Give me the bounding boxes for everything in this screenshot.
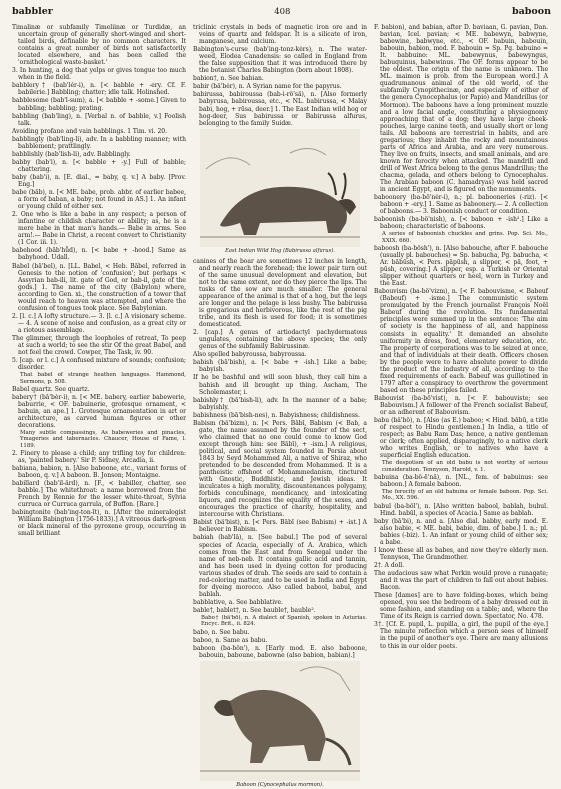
dictionary-entry: babblingly (bab'ling-li), adv. In a babbling manner; with babblement; prattlingly. (12, 135, 186, 150)
dictionary-entry: babehood (bāb'hůd), n. [< babe + -hood.] Same as babyhood. Udall. (12, 247, 186, 262)
column-middle (193, 24, 367, 788)
dictionary-entry: These [dames] are to have folding-boxes, which being opened, you see the bedroom of a baby dressed out in some fashion, and standing on a table; and, where the Time of its Reign is carried down. Spectator, No. 478. (374, 592, 548, 621)
dictionary-entry: Babo† (bä'bō), n. A dialect of Spanish, spoken in Asturias. Encyc. Brit., ii. 824. (201, 615, 367, 628)
dictionary-entry: baboonery (ba-bö'nėr-i), n.; pl. babooneries (-riz). [< baboon + -ery.] 1. Same as baboonery.— 2. A collection of baboons.— 3. Baboonish conduct or condition. (374, 194, 548, 216)
dictionary-entry: babblative, a. See babblative. (193, 598, 283, 606)
dictionary-entry: Babist (bä'bist), n. [< Pers. Bābī (see Babism) + -ist.] A believer in Babism. (193, 519, 367, 534)
dictionary-entry: triclinic crystals in beds of magnetic iron ore and in veins of quartz and feldspar. It is a silicate of iron, manganese, and calcium. (193, 24, 367, 46)
dictionary-entry: Avoiding profane and vain babblings. 1 Tim. vi. 20. (12, 127, 168, 135)
baboon-figure (193, 661, 367, 789)
dictionary-entry: If he be bashful and will soon blush, they call him a babish and ill brought up thing. Ascham, The Scholemaster, i. (193, 374, 367, 396)
wild-hog-figure (193, 129, 367, 255)
dictionary-entry: 2†. A doll. (374, 562, 405, 570)
dictionary-entry: babir (bä'bėr), n. A Syrian name for the papyrus. (193, 83, 342, 91)
dictionary-entry: bable†, bablet†, n. See bauble†, bauble². (193, 606, 316, 614)
dictionary-entry: canines of the boar are sometimes 12 inches in length, and nearly reach the forehead; the lower pair turn out of the same unusual development and elevation, but not to the same extent, nor do they pierce the lips. The tusks of the sow are much smaller. The general appearance of the animal is that of a hog, but the legs are longer and the pelage is less bushy. The babirussa is gregarious and herbivorous, like the rest of the pig tribe, and its flesh is used for food; it is sometimes domesticated. (193, 257, 367, 329)
dictionary-entry: baboonish (ba-bö'nish), a. [< baboon + -ish².] Like a baboon; characteristic of baboons. (374, 216, 548, 231)
dictionary-entry: 2. One who is like a babe in any respect; a person of infantine or childish character or ability; as, he is a mere babe in that man's hands.— Babe in arms. See arm!.— Babe in Christ, a recent convert to Christianity (1 Cor. iii. 1). (12, 211, 186, 247)
page-header (12, 6, 551, 20)
dictionary-entry: baby (bā'bi), n. and a. [Also dial. babby, early mod. E. also babie, < ME. babi, babie, dim. of babe.] I. n.; pl. babies (-biz). 1. An infant or young child of either sex; a babe. (374, 517, 548, 546)
wild-hog-illustration (200, 129, 360, 247)
dictionary-entry: baby (bab'i), n. [E. dial., = baby, q. v.] A baby. [Prov. Eng.] (12, 173, 186, 188)
dictionary-entry: Babouvist (ba-bö'vist), n. [< F. babouviste; see Babouvism.] A follower of the French socialist Babeuf, or an adherent of Babouvism. (374, 394, 548, 417)
dictionary-entry: 2. Finery to please a child; any trifling toy for children: as, 'painted babery.' Sir P. Sidney, Arcadia, ii. (12, 449, 186, 465)
figure-caption: Baboon (Cynocephalus mormon). (236, 781, 324, 788)
dictionary-entry: babingtonite (bab'ing-ton-īt), n. [After the mineralogist William Babington (1756-1833).] A vitreous dark-green or black mineral of the pyroxene group, occurring in small brilliant (12, 509, 186, 538)
dictionary-entry: A series of baboonish chuckles and grins. Pop. Sci. Mo., XXIX. 660. (382, 231, 548, 244)
dictionary-entry: babu (bä'bö), n. [Also (as E.) baboo; < Hind. bābū, a title of respect to Hindu gentlemen.] In India, a title of respect; as Babu Ram Das; hence, a native gentleman or clerk; often applied, disparagingly, to a native clerk who writes English, or to natives who have a superficial English education. (374, 417, 548, 460)
dictionary-entry: baboosh (ba-bösh'), n. [Also babouche, after F. babouche (usually pl. babouches) = Sp. babucha, Pg. babucha, < Ar. bābūsh, < Pers. pāpūsh, a slipper, < pā, foot, + pūsh, covering.] A slipper, esp. a Turkish or Oriental slipper without quarters or heel, worn in Turkey and the East. (374, 244, 548, 288)
dictionary-entry: babish (bā'bish), a. [< babe + -ish.] Like a babe; babyish. (193, 359, 367, 374)
dictionary-entry: F. babion), and babian, after D. baviaan, G. pavian, Dan. bavian, Icel. pavian; < ME. babewyn, babwyne, babewine, babwyne, etc., < OF. babuin, babouin, babouin, babion, mod. F. babouin = Sp. Pg. babuino = It. babbuino: ML. babewynus, babewyngus, babuquinus, babewinus. The OF. forms appear to be the oldest. The origin of the name is unknown. The ML. maimon is prob. from the European word.] A quadrumanous animal of the old world, of the subfamily Cynopithecinæ, and especially of either of the genera Cynocephalus (or Papio) and Mandrillus (or Mormon). The baboons have a long prominent muzzle and a low facial angle, constituting a physiognomy approaching that of a dog; they have large cheek-pouches, large canine teeth, and usually short or long tails. All baboons are terrestrial in habits, and are gregarious; they inhabit the rocky and mountainous parts of Africa and Arabia, and are very numerous. They live on fruits, insects, and small animals, and are known for ferocity when attacked. The mandrill and drill of West Africa belong to the genus Mandrillus; the chacma, gelada, and others belong to Cynocephalus. The Arabian baboon (C. hamadryas) was held sacred in ancient Egypt, and is figured on the monuments. (374, 24, 548, 194)
dictionary-entry: Timalinæ or subfamily Timeliinæ or Turdidæ, an uncertain group of generally short-winged and short-tailed birds, definable by no common characters. It contains a great number of birds not satisfactorily located elsewhere, and has been called the 'ornithological waste-basket.' (12, 24, 186, 67)
dictionary-entry: 2. [l. c.] A lofty structure.— 3. [l. c.] A visionary scheme.— 4. A scene of noise and confusion, as a great city or a riotous assemblage. (12, 312, 186, 334)
column-right (374, 24, 548, 776)
dictionary-entry: The despotism of an old babu is not worthy of serious consideration. Tennyson, Harold, v. 1. (382, 460, 548, 473)
dictionary-entry: Babington's-curse (bab'ing-tonz-kėrs), n. The water-weed, Elodea Canadensis: so called in England from the false supposition that it was introduced there by the botanist Charles Babington (born about 1808). (193, 46, 367, 75)
dictionary-entry: babiana, babion, n. [Also baboone, etc., variant forms of baboon, q. v.] A baboon. B. Jonson; Montaigne. (12, 465, 186, 480)
dictionary-entry: babishness (bā'bish-nes), n. Babyishness; childishness. (193, 411, 360, 419)
dictionary-entry: The glimmer, through the loopholes of retreat, To peep at such a world; to see the stir Of the great Babel, and not feel the crowd. Cowper, The Task, iv. 90. (12, 334, 186, 357)
dictionary-entry: babery† (bā'bėr-i), n. [< ME. babery, earlier babewerie, baburrie, < OF. babuinerie, grotesque ornament, < babuin, an ape.] 1. Grotesque ornamentation in art or architecture, as carved human figures or other decorations. (12, 393, 186, 430)
dictionary-entry: Many subtle compassings, As babeweries and pinacles, Ymageries and tabernacles. Chaucer, House of Fame, l. 1189. (20, 430, 186, 449)
dictionary-entry: babblishly (bab'lish-li), adv. Babblingly. (12, 150, 131, 158)
dictionary-entry: babbling (bab'ling), n. [Verbal n. of babble, v.] Foolish talk. (12, 112, 186, 127)
dictionary-entry: babiah (bab'lä), n. [See babul.] The pod of several species of Acacia, especially of A. Arabica, which comes from the East and from Senegal under the name of neb-neb. It contains gallic acid and tannin, and has been used in dyeing cotton for producing various shades of drab. The seeds are said to contain a red-coloring matter, and to be used in India and Egypt for dyeing morocco. Also called babool, babul, and bablah. (193, 534, 367, 598)
dictionary-entry: babuina (ba-bö-ē'nä), n. [NL., fem. of babuinus: see baboon.] A female baboon. (374, 473, 548, 488)
right-headword: baboon (511, 6, 551, 17)
dictionary-entry: babby (bab'i), n. [< babble + -y.] Full of babble; chattering. (12, 158, 186, 173)
dictionary-entry: The audacious saw what Perkin would prove a runagate; and it was the part of children to fall out about babies. Bacon. (374, 570, 548, 592)
dictionary-entry: babillard (bab'il-ärd), n. [F., < babiller, chatter, see babble.] The whitethroat: a name borrowed from the French by Rennie for the lesser white-throat, Sylvia curruca or Curruca garrula, of Buffon. [Rare.] (12, 480, 186, 509)
left-headword: babbler (12, 6, 53, 17)
dictionary-entry: babo, n. See babu. (193, 628, 250, 636)
dictionary-entry: 5. [cap. or l. c.] A confused mixture of sounds; confusion; disorder. (12, 357, 186, 372)
dictionary-entry: babion†, n. See babian. (193, 75, 264, 83)
page-number: 408 (274, 7, 291, 17)
dictionary-entry: babblesome (bab'l-sum), a. [< babble + -some.] Given to babbling; babbling; prating. (12, 97, 186, 112)
figure-caption: East Indian Wild Hog (Babirussa alfurus). (225, 247, 335, 254)
dictionary-entry: babishly† (bā'bish-li), adv. In the manner of a babe; babyishly. (193, 396, 367, 411)
column-left (12, 24, 186, 776)
dictionary-entry: babul (ba-böl'), n. [Also written babool, bablah, bubul. Hind. babūl, a species of Acacia.] Same as bablah. (374, 502, 548, 517)
dictionary-entry: Babel quartz. See quartz. (12, 385, 90, 393)
dictionary-entry: Babism (bä'bizm), n. [< Pers. Bābī, Babism (< Bab, a gate, the name assumed by the founder of the sect, who claimed that no one could come to know God except through him: see Bābī), + -ism.] A religious, political, and social system founded in Persia about 1843 by Seyd Mohammed Ali, a native of Shiraz, who pretended to be descended from Mohammed. It is a pantheistic offshoot of Mohammedanism, tinctured with Gnostic, Buddhistic, and Jewish ideas. It inculcates a high morality, discountenances polygamy, forbids concubinage, mendicancy, and intoxicating liquors, and recognizes the equality of the sexes, and encourages the practice of charity, hospitality, and intercourse with Christians. (193, 419, 367, 519)
dictionary-entry: The ferocity of an old babuina or female baboon. Pop. Sci. Mo., XX. 596. (382, 489, 548, 502)
dictionary-entry: Babel (bā'bel), n. [LL. Babel, < Heb. Bābel, referred in Genesis to the notion of 'confusion'; but perhaps < Assyrian bab-ili, lit. gate of God, or bab-il, gate of the gods.] 1. The name of the city (Babylon) where, according to Gen. xi., the construction of a tower that would reach to heaven was attempted, and where the confusion of tongues took place. See Babylonian. (12, 262, 186, 312)
dictionary-entry: Babouvism (ba-bö'vizm), n. [< F. babouvisme, < Babeuf (Babouf) + -isme.] The communistic system promulgated by the French journalist François Noël Babeuf during the revolution. Its fundamental principles were summed up in the sentence: 'The aim of society is the happiness of all, and happiness consists in equality.' It demanded an absolute uniformity in dress, food, elementary education, etc. The property of corporations was to be seized at once, and that of individuals at their death. Officers chosen by the people were to have absolute power to divide the product of the industry of all, according to the fixed requirements of each. Babeuf was guillotined in 1797 after a conspiracy to overthrow the government based on these principles failed. (374, 288, 548, 394)
dictionary-entry: Also spelled babyroussa, babyroussa. (193, 351, 307, 359)
dictionary-entry: That babel of strange heathen languages. Hammond, Sermons, p. 508. (20, 372, 186, 385)
dictionary-entry: babirussa, babiroussa (bab-i-rö'sä), n. [Also formerly babyrusa, babiroussa, etc., < NL. babirussa, < Malay babi, hog, + rūsa, deer.] 1. The East Indian wild hog or hog-deer, Sus babirussa or Babirussa alfurus, belonging to the family Suidæ. (193, 91, 367, 127)
columns (12, 24, 551, 788)
dictionary-entry: babblery† (bab'lėr-i), n. [< babble + -ery. Cf. F. babilerie.] Babbling; chatter; idle talk. Holinshed. (12, 82, 186, 97)
dictionary-entry: baboo, n. Same as babu. (193, 636, 268, 644)
dictionary-entry: I know these all as babes, and now they're elderly men. Tennyson, The Grandmother. (374, 546, 548, 561)
dictionary-entry: baboon (ba-bön'), n. [Early mod. E. also baboone, babouin, baboune, babowne (also babion, babian).] (193, 644, 367, 659)
dictionary-entry: 3. In hunting, a dog that yelps or gives tongue too much when in the field. (12, 67, 186, 82)
dictionary-entry: 3†. [Cf. E. pupil, L. pupilla, a girl, the pupil of the eye.] The minute reflection which a person sees of himself in the pupil of another's eye. There are many allusions to this in our older poets. (374, 621, 548, 650)
baboon-illustration (200, 661, 360, 781)
dictionary-entry: 2. [cap.] A genus of artiodactyl pachydermatous ungulates, containing the above species; the only genus of the subfamily Babirussinæ. (193, 329, 367, 351)
dictionary-entry: babe (bāb), n. [< ME. babe, prob. abbr. of earlier babee, a form of baban, a baby; not found in AS.] 1. An infant or young child of either sex. (12, 189, 186, 211)
